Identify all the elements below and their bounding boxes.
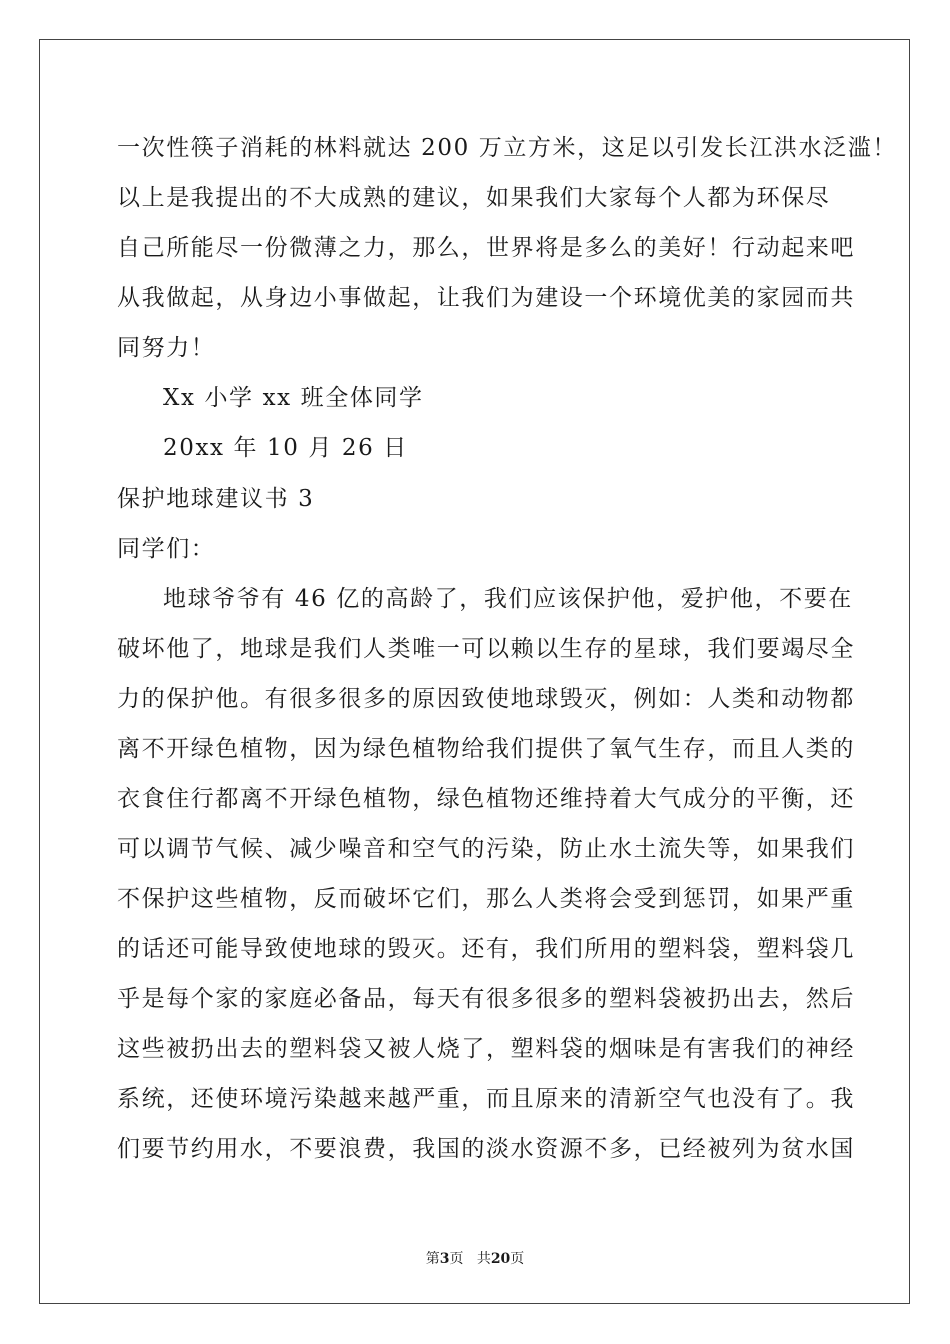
signature-line: Xx 小学 xx 班全体同学 <box>163 385 424 411</box>
text-line: 离不开绿色植物，因为绿色植物给我们提供了氧气生存，而且人类的 <box>117 736 855 762</box>
page-suffix: 页 <box>449 1251 464 1267</box>
total-suffix: 页 <box>510 1251 525 1267</box>
page-current: 3 <box>439 1251 450 1267</box>
text-line: 力的保护他。有很多很多的原因致使地球毁灭，例如：人类和动物都 <box>117 686 855 712</box>
text-line: 衣食住行都离不开绿色植物，绿色植物还维持着大气成分的平衡，还 <box>117 786 855 812</box>
date-line: 20xx 年 10 月 26 日 <box>163 435 408 461</box>
salutation: 同学们： <box>117 536 216 562</box>
page-total: 20 <box>490 1251 511 1267</box>
text-line: 这些被扔出去的塑料袋又被人烧了，塑料袋的烟味是有害我们的神经 <box>117 1036 855 1062</box>
text-line: 从我做起，从身边小事做起，让我们为建设一个环境优美的家园而共 <box>117 285 855 311</box>
text-line: 系统，还使环境污染越来越严重，而且原来的清新空气也没有了。我 <box>117 1086 855 1112</box>
text-line: 地球爷爷有 46 亿的高龄了，我们应该保护他，爱护他，不要在 <box>163 586 853 612</box>
section-title: 保护地球建议书 3 <box>117 486 315 512</box>
text-line: 们要节约用水，不要浪费，我国的淡水资源不多，已经被列为贫水国 <box>117 1136 855 1162</box>
text-line: 同努力！ <box>117 335 216 361</box>
page-prefix: 第 <box>425 1251 440 1267</box>
page-footer <box>0 1248 950 1268</box>
text-line: 以上是我提出的不大成熟的建议，如果我们大家每个人都为环保尽 <box>117 185 831 211</box>
text-line: 不保护这些植物，反而破坏它们，那么人类将会受到惩罚，如果严重 <box>117 886 855 912</box>
text-line: 可以调节气候、减少噪音和空气的污染，防止水土流失等，如果我们 <box>117 836 855 862</box>
text-line: 自己所能尽一份微薄之力，那么，世界将是多么的美好！行动起来吧 <box>117 235 855 261</box>
text-line: 一次性筷子消耗的林料就达 200 万立方米，这足以引发长江洪水泛滥！ <box>117 135 897 161</box>
text-line: 乎是每个家的家庭必备品，每天有很多很多的塑料袋被扔出去，然后 <box>117 986 855 1012</box>
text-line: 破坏他了，地球是我们人类唯一可以赖以生存的星球，我们要竭尽全 <box>117 636 855 662</box>
text-line: 的话还可能导致使地球的毁灭。还有，我们所用的塑料袋，塑料袋几 <box>117 936 855 962</box>
total-prefix: 共 <box>476 1251 491 1267</box>
page-border <box>39 39 910 1304</box>
